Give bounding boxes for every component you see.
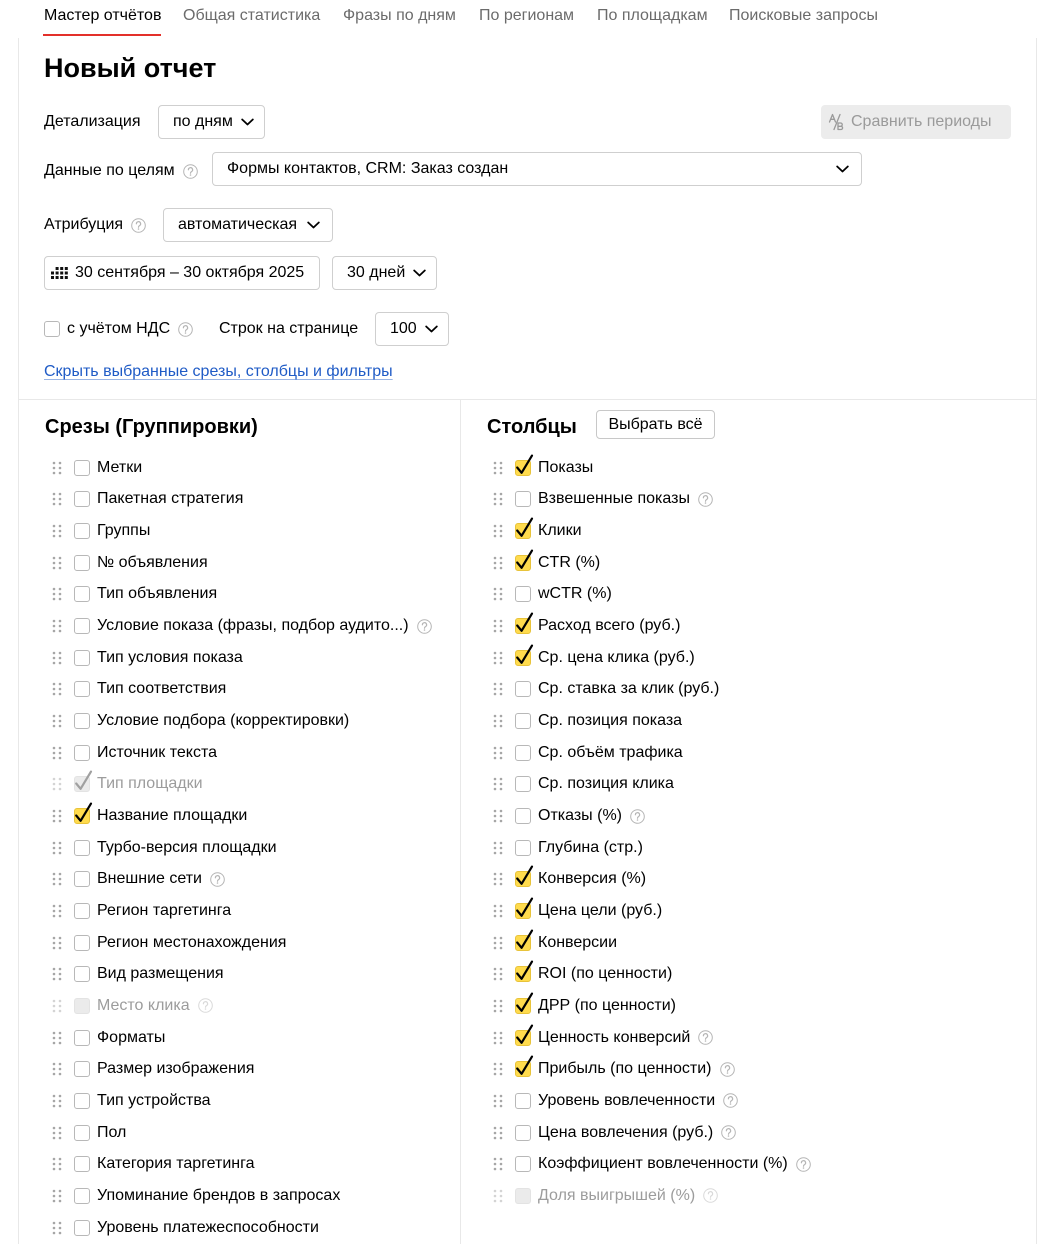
checkbox[interactable] <box>515 1156 531 1172</box>
checkbox[interactable] <box>515 966 531 982</box>
help-icon[interactable] <box>183 164 198 179</box>
checkbox[interactable] <box>74 460 90 476</box>
checkbox[interactable] <box>515 460 531 476</box>
help-icon[interactable] <box>131 218 146 233</box>
detail-select-value: по дням <box>173 113 233 130</box>
drag-handle-icon[interactable] <box>52 872 62 886</box>
column-item <box>493 674 811 706</box>
item-label[interactable]: Метки <box>97 458 143 476</box>
column-item <box>493 800 811 832</box>
column-item <box>493 452 811 484</box>
grouping-item <box>52 1022 432 1054</box>
ab-compare-icon <box>828 113 846 131</box>
checkbox[interactable] <box>515 903 531 919</box>
column-item <box>493 832 811 864</box>
help-icon[interactable] <box>721 1125 736 1140</box>
item-label[interactable]: Пол <box>97 1123 127 1141</box>
grouping-item <box>52 769 432 801</box>
drag-handle-icon[interactable] <box>52 587 62 601</box>
column-item <box>493 515 811 547</box>
item-label[interactable]: Упоминание брендов в запросах <box>97 1186 341 1204</box>
checkbox[interactable] <box>74 618 90 634</box>
item-label[interactable]: Условие показа (фразы, подбор аудито...) <box>97 617 409 635</box>
column-item <box>493 864 811 896</box>
item-label[interactable]: Тип условия показа <box>97 648 243 666</box>
chevron-down-icon <box>836 165 849 173</box>
column-item <box>493 927 811 959</box>
drag-handle-icon[interactable] <box>493 904 503 918</box>
date-range-value: 30 сентября – 30 октября 2025 <box>75 264 305 281</box>
checkbox[interactable] <box>74 555 90 571</box>
item-label[interactable]: Источник текста <box>97 743 218 761</box>
checkbox[interactable] <box>74 871 90 887</box>
checkbox[interactable] <box>515 776 531 792</box>
checkbox[interactable] <box>515 1125 531 1141</box>
column-item <box>493 705 811 737</box>
grouping-item <box>52 547 432 579</box>
item-label: Место клика <box>97 996 190 1014</box>
grouping-item <box>52 705 432 737</box>
column-item <box>493 579 811 611</box>
drag-handle-icon <box>52 999 62 1013</box>
help-icon[interactable] <box>723 1093 738 1108</box>
column-item <box>493 1148 811 1180</box>
grouping-item <box>52 800 432 832</box>
help-icon[interactable] <box>698 492 713 507</box>
drag-handle-icon[interactable] <box>52 461 62 475</box>
checkbox[interactable] <box>74 966 90 982</box>
item-label[interactable]: Ср. цена клика (руб.) <box>538 648 695 666</box>
item-label[interactable]: Показы <box>538 458 594 476</box>
column-item <box>493 769 811 801</box>
item-label[interactable]: Цена цели (руб.) <box>538 902 663 920</box>
column-item <box>493 484 811 516</box>
attribution-label: Атрибуция <box>44 216 124 233</box>
rows-per-page-label: Строк на странице <box>219 320 359 337</box>
item-label[interactable]: Вид размещения <box>97 965 224 983</box>
item-label[interactable]: Условие подбора (корректировки) <box>97 712 350 730</box>
checkbox[interactable] <box>74 935 90 951</box>
drag-handle-icon[interactable] <box>52 492 62 506</box>
checkbox[interactable] <box>515 491 531 507</box>
item-label[interactable]: Конверсия (%) <box>538 870 647 888</box>
item-label[interactable]: Конверсии <box>538 933 618 951</box>
column-item <box>493 895 811 927</box>
grouping-item <box>52 579 432 611</box>
drag-handle-icon[interactable] <box>493 714 503 728</box>
checkbox[interactable] <box>515 681 531 697</box>
drag-handle-icon[interactable] <box>52 1031 62 1045</box>
drag-handle-icon[interactable] <box>493 872 503 886</box>
drag-handle-icon[interactable] <box>52 1221 62 1235</box>
checkbox[interactable] <box>515 840 531 856</box>
checkbox[interactable] <box>515 1061 531 1077</box>
drag-handle-icon[interactable] <box>493 936 503 950</box>
tab-by-placement[interactable]: По площадкам <box>597 7 708 24</box>
checkbox[interactable] <box>515 586 531 602</box>
drag-handle-icon[interactable] <box>52 682 62 696</box>
tab-search-queries[interactable]: Поисковые запросы <box>729 7 878 24</box>
column-item <box>493 1180 811 1212</box>
grouping-item <box>52 1085 432 1117</box>
goals-label: Данные по целям <box>44 162 175 179</box>
rows-per-page-select[interactable] <box>375 312 449 346</box>
column-item <box>493 990 811 1022</box>
toggle-filters-link[interactable]: Скрыть выбранные срезы, столбцы и фильтры <box>44 363 393 380</box>
drag-handle-icon[interactable] <box>493 777 503 791</box>
date-range-picker[interactable] <box>44 256 320 290</box>
help-icon[interactable] <box>703 1188 718 1203</box>
item-label[interactable]: Регион местонахождения <box>97 933 287 951</box>
drag-handle-icon[interactable] <box>52 746 62 760</box>
drag-handle-icon[interactable] <box>493 1094 503 1108</box>
checkbox[interactable] <box>74 808 90 824</box>
item-label[interactable]: Тип устройства <box>97 1091 211 1109</box>
item-label[interactable]: Группы <box>97 522 151 540</box>
drag-handle-icon[interactable] <box>493 967 503 981</box>
grouping-item <box>52 1180 432 1212</box>
drag-handle-icon[interactable] <box>493 809 503 823</box>
checkbox[interactable] <box>515 713 531 729</box>
columns-list <box>493 452 811 1212</box>
page-title: Новый отчет <box>44 53 217 83</box>
item-label[interactable]: Ср. ставка за клик (руб.) <box>538 680 720 698</box>
help-icon[interactable] <box>796 1157 811 1172</box>
checkbox[interactable] <box>515 808 531 824</box>
checkbox[interactable] <box>74 840 90 856</box>
goals-label-group <box>44 154 198 188</box>
goals-select-value: Формы контактов, CRM: Заказ создан <box>227 160 509 177</box>
checkbox[interactable] <box>74 1125 90 1141</box>
groupings-list <box>52 452 432 1243</box>
help-icon[interactable] <box>417 619 432 634</box>
drag-handle-icon[interactable] <box>52 1189 62 1203</box>
grouping-item <box>52 1212 432 1244</box>
drag-handle-icon[interactable] <box>493 587 503 601</box>
grouping-item <box>52 864 432 896</box>
grouping-item <box>52 959 432 991</box>
checkbox[interactable] <box>74 523 90 539</box>
grouping-item <box>52 674 432 706</box>
drag-handle-icon[interactable] <box>493 556 503 570</box>
attribution-select-value: автоматическая <box>178 216 298 233</box>
checkbox[interactable] <box>74 650 90 666</box>
item-label[interactable]: Размер изображения <box>97 1060 255 1078</box>
checkbox[interactable] <box>515 618 531 634</box>
drag-handle-icon[interactable] <box>493 524 503 538</box>
drag-handle-icon[interactable] <box>52 556 62 570</box>
calendar-icon <box>51 267 68 279</box>
checkbox[interactable] <box>74 1093 90 1109</box>
grouping-item <box>52 515 432 547</box>
item-label: Тип площадки <box>97 775 203 793</box>
item-label[interactable]: Пакетная стратегия <box>97 490 244 508</box>
item-label[interactable]: ДРР (по ценности) <box>538 996 677 1014</box>
attribution-label-group <box>44 208 146 242</box>
detail-select[interactable] <box>158 105 265 139</box>
drag-handle-icon[interactable] <box>52 936 62 950</box>
item-label[interactable]: Отказы (%) <box>538 807 623 825</box>
item-label[interactable]: Ценность конверсий <box>538 1028 691 1046</box>
help-icon[interactable] <box>198 998 213 1013</box>
item-label[interactable]: Уровень платежеспособности <box>97 1218 319 1236</box>
drag-handle-icon[interactable] <box>493 1031 503 1045</box>
checkbox[interactable] <box>74 586 90 602</box>
drag-handle-icon[interactable] <box>52 904 62 918</box>
drag-handle-icon[interactable] <box>52 1094 62 1108</box>
drag-handle-icon[interactable] <box>493 461 503 475</box>
period-select-value: 30 дней <box>347 264 406 281</box>
help-icon[interactable] <box>698 1030 713 1045</box>
tab-by-region[interactable]: По регионам <box>479 7 575 24</box>
checkbox[interactable] <box>515 935 531 951</box>
help-icon[interactable] <box>210 872 225 887</box>
grouping-item <box>52 1053 432 1085</box>
column-item <box>493 1085 811 1117</box>
column-item <box>493 610 811 642</box>
grouping-item <box>52 452 432 484</box>
checkbox <box>74 776 90 792</box>
section-divider <box>18 399 1036 400</box>
compare-periods-label: Сравнить периоды <box>851 113 992 130</box>
item-label[interactable]: Расход всего (руб.) <box>538 617 681 635</box>
drag-handle-icon[interactable] <box>493 1157 503 1171</box>
drag-handle-icon[interactable] <box>493 619 503 633</box>
drag-handle-icon[interactable] <box>493 651 503 665</box>
groupings-title: Срезы (Группировки) <box>45 416 258 438</box>
drag-handle-icon[interactable] <box>52 1062 62 1076</box>
item-label[interactable]: ROI (по ценности) <box>538 965 673 983</box>
checkbox[interactable] <box>74 491 90 507</box>
column-item <box>493 737 811 769</box>
item-label[interactable]: Внешние сети <box>97 870 202 888</box>
item-label: Доля выигрышей (%) <box>538 1186 696 1204</box>
tab-report-wizard[interactable]: Мастер отчётов <box>44 0 161 32</box>
item-label[interactable]: № объявления <box>97 553 208 571</box>
drag-handle-icon[interactable] <box>52 619 62 633</box>
chevron-down-icon <box>413 269 426 277</box>
column-item <box>493 1022 811 1054</box>
drag-handle-icon[interactable] <box>493 999 503 1013</box>
vat-label-group <box>67 312 193 346</box>
grouping-item <box>52 1117 432 1149</box>
rows-per-page-value: 100 <box>390 320 417 337</box>
help-icon[interactable] <box>630 809 645 824</box>
drag-handle-icon[interactable] <box>493 1062 503 1076</box>
checkbox[interactable] <box>74 1188 90 1204</box>
checkbox[interactable] <box>515 998 531 1014</box>
help-icon[interactable] <box>178 322 193 337</box>
select-all-button[interactable]: Выбрать всё <box>596 410 715 439</box>
item-label[interactable]: Глубина (стр.) <box>538 838 643 856</box>
item-label[interactable]: Тип соответствия <box>97 680 227 698</box>
column-item <box>493 959 811 991</box>
drag-handle-icon[interactable] <box>493 492 503 506</box>
item-label[interactable]: Взвешенные показы <box>538 490 690 508</box>
drag-handle-icon[interactable] <box>493 841 503 855</box>
checkbox[interactable] <box>74 1030 90 1046</box>
drag-handle-icon[interactable] <box>52 714 62 728</box>
checkbox[interactable] <box>74 681 90 697</box>
item-label[interactable]: Турбо-версия площадки <box>97 838 277 856</box>
detail-label: Детализация <box>44 113 141 130</box>
checkbox[interactable] <box>515 871 531 887</box>
chevron-down-icon <box>241 118 254 126</box>
drag-handle-icon[interactable] <box>52 809 62 823</box>
item-label[interactable]: Коэффициент вовлеченности (%) <box>538 1155 788 1173</box>
checkbox[interactable] <box>515 555 531 571</box>
item-label[interactable]: Ср. позиция показа <box>538 712 683 730</box>
checkbox <box>515 1188 531 1204</box>
checkbox[interactable] <box>515 1030 531 1046</box>
item-label[interactable]: Тип объявления <box>97 585 218 603</box>
item-label[interactable]: Форматы <box>97 1028 166 1046</box>
drag-handle-icon[interactable] <box>493 1126 503 1140</box>
checkbox <box>74 998 90 1014</box>
grouping-item <box>52 1148 432 1180</box>
column-item <box>493 642 811 674</box>
grouping-item <box>52 895 432 927</box>
item-label[interactable]: Название площадки <box>97 807 248 825</box>
checkbox[interactable] <box>74 1156 90 1172</box>
attribution-select[interactable] <box>163 208 333 242</box>
tab-general-stats[interactable]: Общая статистика <box>183 7 321 24</box>
chevron-down-icon <box>425 325 438 333</box>
vat-checkbox[interactable] <box>44 321 60 337</box>
column-item <box>493 547 811 579</box>
goals-select[interactable] <box>212 152 862 186</box>
checkbox[interactable] <box>515 650 531 666</box>
grouping-item <box>52 642 432 674</box>
item-label[interactable]: Уровень вовлеченности <box>538 1091 716 1109</box>
column-divider <box>460 399 461 1244</box>
drag-handle-icon[interactable] <box>52 841 62 855</box>
checkbox[interactable] <box>515 745 531 761</box>
item-label[interactable]: Прибыль (по ценности) <box>538 1060 712 1078</box>
grouping-item <box>52 484 432 516</box>
drag-handle-icon[interactable] <box>52 967 62 981</box>
checkbox[interactable] <box>74 713 90 729</box>
checkbox[interactable] <box>515 1093 531 1109</box>
drag-handle-icon[interactable] <box>493 682 503 696</box>
compare-periods-button[interactable] <box>821 105 1011 139</box>
checkbox[interactable] <box>74 1061 90 1077</box>
help-icon[interactable] <box>720 1062 735 1077</box>
period-select[interactable] <box>332 256 437 290</box>
item-label[interactable]: wCTR (%) <box>538 585 612 603</box>
item-label[interactable]: Ср. позиция клика <box>538 775 674 793</box>
drag-handle-icon[interactable] <box>52 1126 62 1140</box>
columns-title: Столбцы <box>487 416 577 438</box>
item-label[interactable]: CTR (%) <box>538 553 601 571</box>
drag-handle-icon[interactable] <box>52 524 62 538</box>
drag-handle-icon[interactable] <box>52 651 62 665</box>
item-label[interactable]: Клики <box>538 522 582 540</box>
drag-handle-icon <box>493 1189 503 1203</box>
vat-label[interactable]: с учётом НДС <box>67 320 171 337</box>
item-label[interactable]: Регион таргетинга <box>97 902 232 920</box>
item-label[interactable]: Ср. объём трафика <box>538 743 683 761</box>
checkbox[interactable] <box>74 1220 90 1236</box>
grouping-item <box>52 832 432 864</box>
column-item <box>493 1053 811 1085</box>
grouping-item <box>52 610 432 642</box>
item-label[interactable]: Категория таргетинга <box>97 1155 255 1173</box>
drag-handle-icon[interactable] <box>52 1157 62 1171</box>
grouping-item <box>52 737 432 769</box>
item-label[interactable]: Цена вовлечения (руб.) <box>538 1123 714 1141</box>
grouping-item <box>52 927 432 959</box>
checkbox[interactable] <box>74 903 90 919</box>
drag-handle-icon <box>52 777 62 791</box>
column-item <box>493 1117 811 1149</box>
chevron-down-icon <box>307 221 320 229</box>
grouping-item <box>52 990 432 1022</box>
checkbox[interactable] <box>515 523 531 539</box>
drag-handle-icon[interactable] <box>493 746 503 760</box>
checkbox[interactable] <box>74 745 90 761</box>
tab-phrases-by-day[interactable]: Фразы по дням <box>343 7 456 24</box>
